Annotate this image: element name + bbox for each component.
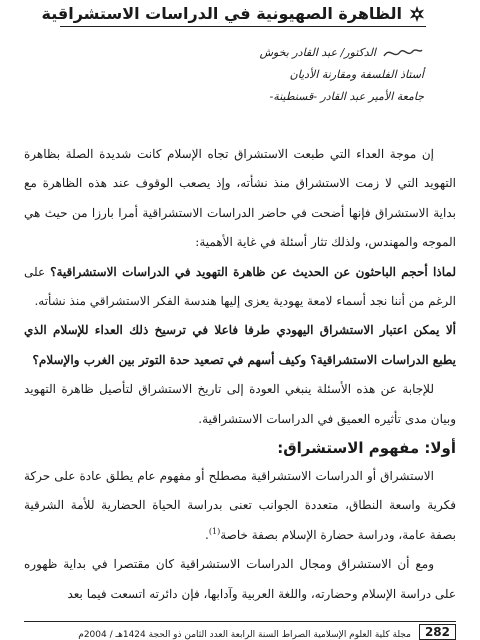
question-1: لماذا أحجم الباحثون عن الحديث عن ظاهرة التهويد في الدراسات الاستشراقية؟: [50, 264, 456, 279]
author-block: [124, 42, 424, 108]
page-number: 282: [419, 624, 456, 640]
author-institution: جامعة الأمير عبد القادر -قسنطينة-: [269, 90, 424, 103]
star-ornament-icon: [408, 5, 426, 23]
section-1-paragraph-1-text: الاستشراق أو الدراسات الاستشراقية مصطلح أو مفهوم عام يطلق عادة على حركة فكرية واسعة النطاق، متعددة الجوانب تعنى بدراسة الحياة الحضارية للأمة الشرقية بصفة عامة، ودراسة حضارة الإسلام بصفة خاصة: [24, 469, 456, 542]
signature-icon: [382, 44, 424, 62]
author-name-row: [124, 42, 424, 64]
question-2: ألا يمكن اعتبار الاستشراق اليهودي طرفا فاعلا في ترسيخ ذلك العداء للإسلام الذي يطبع الدراسات الاستشراقية؟ وكيف أسهم في تصعيد حدة التوتر بين الغرب والإسلام؟: [24, 323, 456, 367]
page-header: [41, 4, 426, 27]
intro-paragraph: إن موجة العداء التي طبعت الاستشراق تجاه الإسلام كانت شديدة الصلة بظاهرة التهويد التي لا زمت الاستشراق منذ نشأته، وإذ يصعب الوقوف عند هذه الظاهرة مع بداية الاستشراق فإنها أضحت في حاضر الدراسات الاستشراقية أمرا بارزا من حيث هي الموجه والمهندس، ولذلك تثار أسئلة في غاية الأهمية:: [24, 147, 456, 250]
author-position: أستاذ الفلسفة ومقارنة الأديان: [289, 68, 424, 81]
author-name: الدكتور/ عبد القادر بخوش: [259, 46, 376, 59]
article-body: [24, 140, 456, 609]
answer-paragraph: للإجابة عن هذه الأسئلة ينبغي العودة إلى تاريخ الاستشراق لتأصيل ظاهرة التهويد وبيان مدى تأثيره العميق في الدراسات الاستشراقية.: [24, 382, 456, 426]
question-1-paragraph: [24, 258, 456, 317]
section-1-heading: أولا: مفهوم الاستشراق:: [277, 439, 456, 458]
section-1-paragraph-1: الاستشراق أو الدراسات الاستشراقية مصطلح أو مفهوم عام يطلق عادة على حركة فكرية واسعة النطاق، متعددة الجوانب تعنى بدراسة الحياة الحضارية للأمة الشرقية بصفة عامة، ودراسة حضارة الإسلام بصفة خاصة$^{(1)}$.: [24, 469, 456, 542]
page-footer: [24, 621, 456, 640]
question-1-rest: على الرغم من أننا نجد أسماء لامعة يهودية يعزى إليها هندسة الفكر الاستشراقي منذ نشأته.: [24, 264, 456, 309]
section-1-paragraph-2: ومع أن الاستشراق ومجال الدراسات الاستشراقية كان مقتصرا في بداية ظهوره على دراسة الإسلام وحضارته، واللغة العربية وآدابها، فإن دائرته اتسعت فيما بعد: [24, 557, 456, 601]
footnote-ref: (1): [208, 526, 221, 536]
article-title: الظاهرة الصهيونية في الدراسات الاستشراقية: [41, 4, 402, 23]
journal-reference: مجلة كلية العلوم الإسلامية الصراط السنة الرابعة العدد الثامن ذو الحجة 1424هـ / 2004م: [78, 630, 411, 640]
